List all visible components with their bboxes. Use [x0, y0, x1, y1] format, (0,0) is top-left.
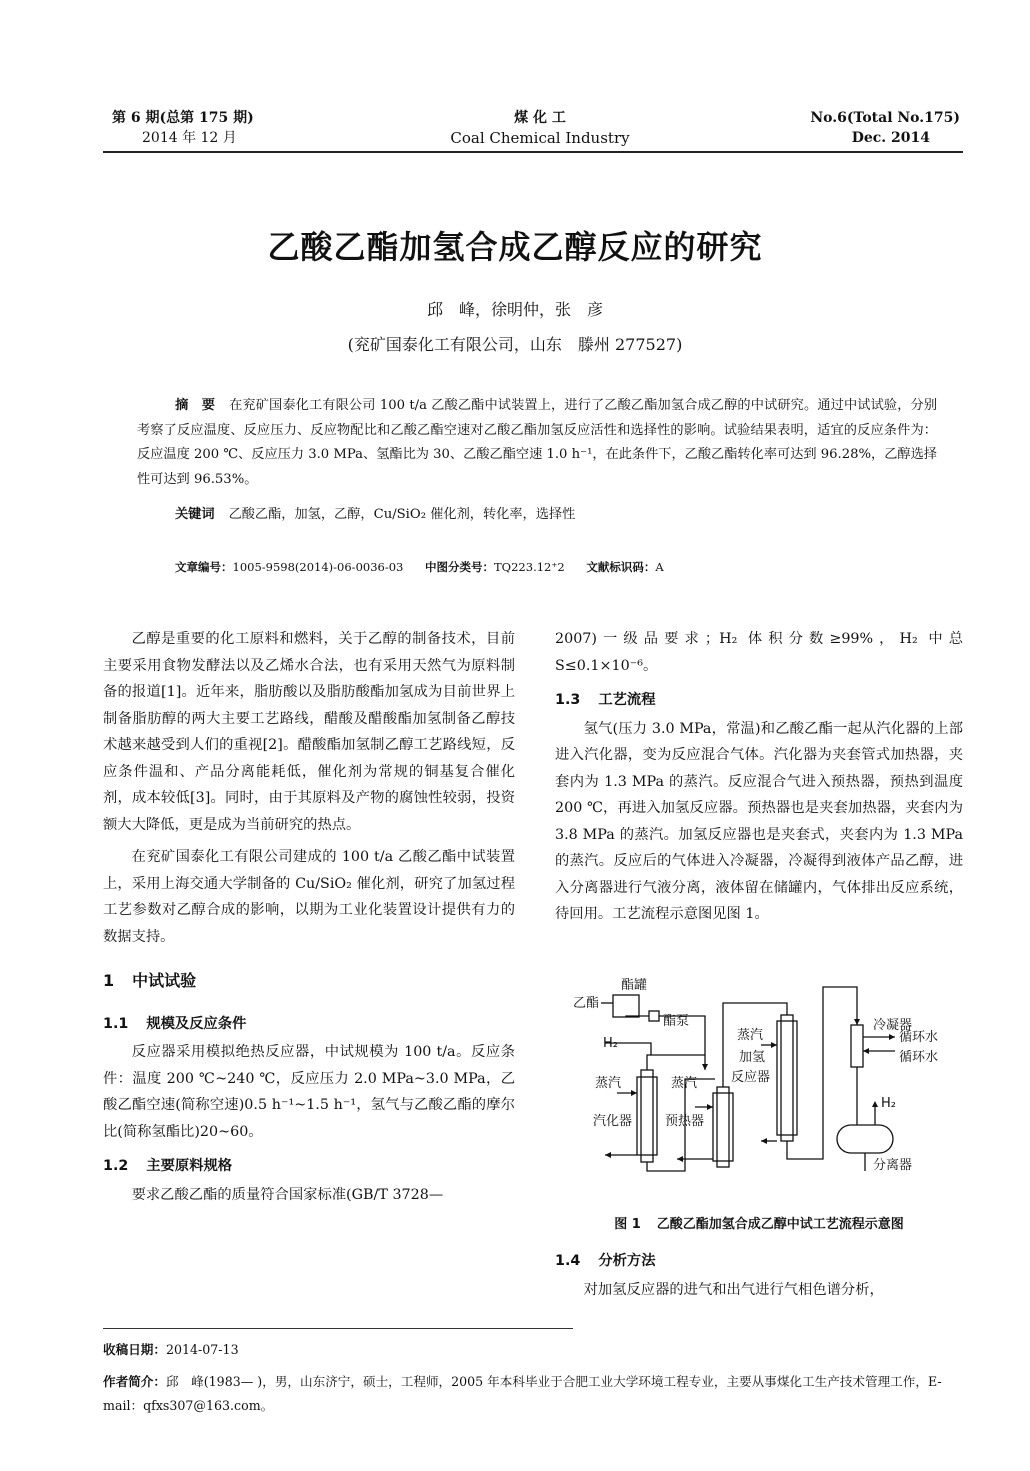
condenser-shape [851, 1025, 863, 1067]
section-1-number: 1 [103, 971, 115, 990]
section-1-heading [103, 968, 515, 995]
separator-shape [837, 1125, 893, 1153]
figure-1-process-flow [565, 975, 965, 1185]
section-1-3-number: 1.3 [555, 692, 581, 708]
section-1-3-title: 工艺流程 [598, 692, 656, 708]
article-no: 1005-9598(2014)-06-0036-03 [232, 560, 404, 574]
author-bio-label: 作者简介： [103, 1374, 166, 1389]
body-left-column [103, 626, 515, 1208]
process-paragraph: 氢气(压力 3.0 MPa，常温)和乙酸乙酯一起从汽化器的上部进入汽化器，变为反应混合气体。汽化器为夹套管式加热器，夹套内为 1.3 MPa 的蒸汽。反应混合气进入预热器，预热到温度 200 ℃，再进入加氢反应器。预热器也是夹套加热器，夹套内为 3.8 MPa 的蒸汽。加氢反应器也是夹套式，夹套内为 1.3 MPa 的蒸汽。反应后的气体进入冷凝器，冷凝得到液体产品乙醇，进入分离器进行气液分离，液体留在储罐内，气体排出反应系统，待回用。工艺流程示意图见图 1。 [555, 720, 963, 922]
ester-tank-label: 酯罐 [621, 978, 648, 993]
analysis-paragraph: 对加氢反应器的进气和出气进行气相色谱分析， [583, 1281, 884, 1298]
section-1-1-number: 1.1 [103, 1015, 129, 1032]
reactor-label-1: 加氢 [739, 1050, 766, 1065]
ester-label: 乙酯 [573, 996, 600, 1011]
received-value: 2014-07-13 [165, 1342, 239, 1357]
issue-date: 2014 年 12 月 [142, 130, 237, 146]
keywords-text: 乙酸乙酯，加氢，乙醇，Cu/SiO₂ 催化剂，转化率，选择性 [228, 507, 576, 522]
section-1-2-heading [103, 1153, 515, 1180]
section-1-4-heading [555, 1248, 963, 1275]
section-1-2-title: 主要原料规格 [146, 1158, 233, 1174]
steam-2-label: 蒸汽 [671, 1076, 698, 1091]
doc-code-label: 文献标识码： [586, 560, 656, 574]
received-date [103, 1338, 963, 1362]
intro-paragraph-2: 在兖矿国泰化工有限公司建成的 100 t/a 乙酸乙酯中试装置上，采用上海交通大学制备的 Cu/SiO₂ 催化剂，研究了加氢过程工艺参数对乙醇合成的影响，以期为工业化装置设计提供有力的数据支持。 [103, 849, 515, 945]
intro-paragraph-1: 乙醇是重要的化工原料和燃料，关于乙醇的制备技术，目前主要采用食物发酵法以及乙烯水合法，也有采用天然气为原料制备的报道[1]。近年来，脂肪酸以及脂肪酸酯加氢成为目前世界上制备脂肪醇的两大主要工艺路线，醋酸及醋酸酯加氢制备乙醇技术越来越受到人们的重视[2]。醋酸酯加氢制乙醇工艺路线短，反应条件温和、产品分离能耗低，催化剂为常规的铜基复合催化剂，成本较低[3]。同时，由于其原料及产物的腐蚀性较弱，投资额大大降低，更是成为当前研究的热点。 [103, 631, 515, 833]
ester-pump-label: 酯泵 [663, 1014, 690, 1029]
section-1-4-title: 分析方法 [598, 1253, 656, 1269]
issue-number-en: No.6(Total No.175) [810, 110, 960, 126]
class-label: 中图分类号： [425, 560, 495, 574]
process-flow-diagram [565, 975, 965, 1185]
watermark [600, 590, 640, 710]
journal-name-en: Coal Chemical Industry [450, 129, 630, 147]
ester-tank-shape [613, 995, 639, 1017]
figure-1-caption-text: 乙酸乙酯加氢合成乙醇中试工艺流程示意图 [656, 1217, 904, 1232]
section-1-title: 中试试验 [132, 971, 197, 990]
class-no: TQ223.12⁺2 [494, 560, 565, 574]
article-no-label: 文章编号： [175, 560, 233, 574]
cooling-water-in-label: 循环水 [899, 1050, 939, 1065]
separator-label: 分离器 [873, 1158, 913, 1173]
doc-code: A [655, 560, 664, 574]
ester-pump-shape [649, 1011, 659, 1021]
received-label: 收稿日期： [103, 1342, 166, 1357]
body-right-column-lower [555, 1248, 963, 1303]
h2-outlet-label: H₂ [881, 1096, 896, 1111]
condenser-label: 冷凝器 [873, 1018, 913, 1033]
preheater-label: 预热器 [665, 1114, 705, 1129]
vaporizer-shape [641, 1070, 653, 1162]
journal-name [420, 108, 660, 148]
issue-date-en: Dec. 2014 [851, 130, 930, 146]
figure-1-caption [555, 1213, 963, 1232]
journal-issue [112, 108, 254, 148]
steam-1-label: 蒸汽 [595, 1076, 622, 1091]
authors: 邱 峰，徐明仲，张 彦 [426, 300, 603, 319]
paper-title: 乙酸乙酯加氢合成乙醇反应的研究 [267, 228, 763, 266]
preheater-shape [717, 1087, 729, 1167]
section-1-1-heading [103, 1011, 515, 1038]
article-meta [175, 557, 935, 577]
author-bio [103, 1370, 963, 1418]
section-1-1-title: 规模及反应条件 [146, 1015, 247, 1032]
affiliation: (兖矿国泰化工有限公司，山东 滕州 277527) [347, 335, 683, 354]
footnote-rule [103, 1328, 573, 1329]
header-rule [103, 151, 963, 153]
keywords [175, 505, 935, 525]
abstract-text: 在兖矿国泰化工有限公司 100 t/a 乙酸乙酯中试装置上，进行了乙酸乙酯加氢合成乙醇的中试研究。通过中试试验，分别考察了反应温度、反应压力、反应物配比和乙酸乙酯空速对乙酸乙酯加氢反应活性和选择性的影响。试验结果表明，适宜的反应条件为：反应温度 200 ℃、反应压力 3.0 MPa、氢酯比为 30、乙酸乙酯空速 1.0 h⁻¹，在此条件下，乙酸乙酯转化率可达到 96.28%，乙醇选择性可达到 96.53%。 [137, 398, 938, 487]
steam-3-label: 蒸汽 [737, 1028, 764, 1043]
materials-continued: 2007)一级品要求；H₂ 体积分数≥99%，H₂ 中总 S≤0.1×10⁻⁶。 [555, 631, 963, 674]
section-1-2-number: 1.2 [103, 1158, 129, 1174]
materials-paragraph: 要求乙酸乙酯的质量符合国家标准(GB/T 3728— [131, 1186, 444, 1203]
journal-name-cn: 煤 化 工 [514, 110, 566, 126]
reactor-label-2: 反应器 [731, 1070, 771, 1085]
vaporizer-label: 汽化器 [593, 1114, 633, 1129]
abstract [137, 394, 937, 492]
hydro-reactor-shape [781, 1015, 793, 1141]
abstract-label: 摘 要 [175, 398, 216, 413]
journal-issue-en [780, 108, 960, 148]
conditions-paragraph: 反应器采用模拟绝热反应器，中试规模为 100 t/a。反应条件：温度 200 ℃~240 ℃，反应压力 2.0 MPa~3.0 MPa，乙酸乙酯空速(简称空速)0.5 h⁻¹~1.5 h⁻¹，氢气与乙酸乙酯的摩尔比(简称氢酯比)20~60。 [103, 1044, 515, 1140]
author-bio-text: 邱 峰(1983— )，男，山东济宁，硕士，工程师，2005 年本科毕业于合肥工业大学环境工程专业，主要从事煤化工生产技术管理工作，E-mail：qfxs307@163.com。 [103, 1374, 942, 1413]
figure-1-number: 图 1 [614, 1217, 641, 1232]
cooling-water-out-label: 循环水 [899, 1030, 939, 1045]
section-1-4-number: 1.4 [555, 1253, 581, 1269]
keywords-label: 关键词 [175, 507, 215, 522]
h2-inlet-label: H₂ [603, 1036, 618, 1051]
issue-number: 第 6 期(总第 175 期) [112, 110, 254, 126]
